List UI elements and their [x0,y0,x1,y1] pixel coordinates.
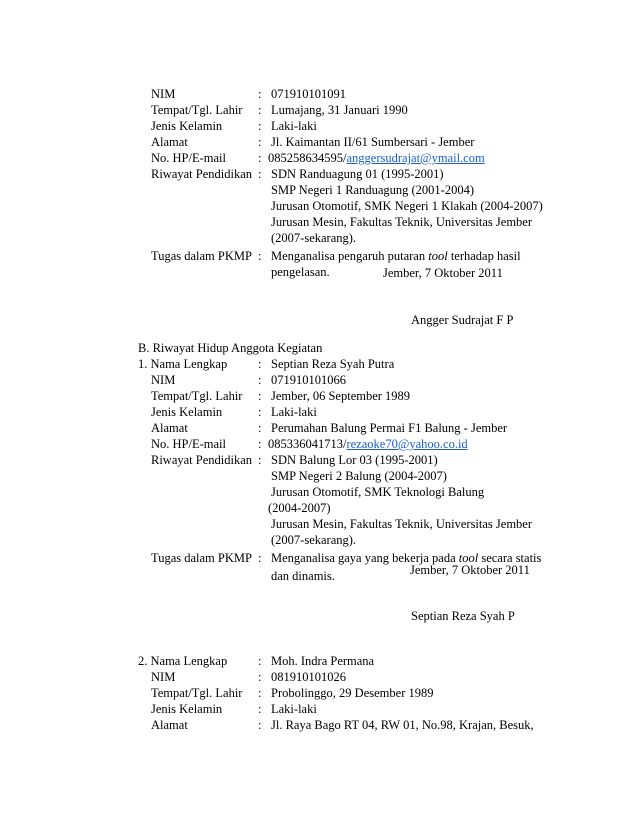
nim-value: 071910101066 [271,373,346,387]
colon: : [258,718,262,732]
rp-item: SMP Negeri 2 Balung (2004-2007) [271,469,447,483]
hp-value: 085336041713/ [268,437,347,451]
signature-name: Angger Sudrajat F P [411,313,514,327]
rp-item: Jurusan Mesin, Fakultas Teknik, Universitas Jember [271,215,533,229]
colon: : [258,389,262,403]
tugas-label: Tugas dalam PKMP [151,551,252,565]
email-link[interactable]: anggersudrajat@ymail.com [346,151,485,165]
tugas-italic: tool [428,249,448,263]
rp-item: (2007-sekarang). [271,231,357,245]
jk-value: Laki-laki [271,702,317,716]
ttl-label: Tempat/Tgl. Lahir [151,103,243,117]
alamat-label: Alamat [151,718,188,732]
tugas-line-2: pengelasan. [271,265,330,279]
colon: : [258,670,262,684]
jk-value: Laki-laki [271,405,317,419]
nim-label: NIM [151,670,176,684]
rp-item: SMP Negeri 1 Randuagung (2001-2004) [271,183,474,197]
nama-label: 2. Nama Lengkap [138,654,228,668]
rp-item: Jurusan Otomotif, SMK Teknologi Balung [271,485,485,499]
colon: : [258,119,262,133]
colon: : [258,373,262,387]
tugas-text: Menganalisa gaya yang bekerja pada [271,551,459,565]
jk-label: Jenis Kelamin [151,405,223,419]
colon: : [258,405,262,419]
colon: : [258,167,262,181]
jk-label: Jenis Kelamin [151,702,223,716]
alamat-value: Perumahan Balung Permai F1 Balung - Jember [271,421,508,435]
alamat-value: Jl. Raya Bago RT 04, RW 01, No.98, Krajan, Besuk, [271,718,534,732]
colon: : [258,87,262,101]
hp-email-value [268,436,468,452]
rp-item: (2007-sekarang). [271,533,357,547]
hp-label: No. HP/E-mail [151,437,226,451]
tugas-text: Menganalisa pengaruh putaran [271,249,429,263]
colon: : [258,421,262,435]
hp-label: No. HP/E-mail [151,151,226,165]
alamat-label: Alamat [151,421,188,435]
nim-label: NIM [151,373,176,387]
signature-name: Septian Reza Syah P [411,609,515,623]
rp-label: Riwayat Pendidikan [151,167,253,181]
hp-email-value [268,150,485,166]
ttl-label: Tempat/Tgl. Lahir [151,686,243,700]
jk-value: Laki-laki [271,119,317,133]
tugas-italic: tool [458,551,479,565]
colon: : [258,357,262,371]
nama-label: 1. Nama Lengkap [138,357,228,371]
nama-value: Septian Reza Syah Putra [271,357,395,371]
nim-value: 081910101026 [271,670,346,684]
hp-value: 085258634595/ [268,151,347,165]
nim-value: 071910101091 [271,87,346,101]
colon: : [258,654,262,668]
tugas-text: secara statis [478,551,542,565]
rp-label: Riwayat Pendidikan [151,453,253,467]
ttl-value: Probolinggo, 29 Desember 1989 [271,686,434,700]
nim-label: NIM [151,87,176,101]
colon: : [258,151,262,165]
colon: : [258,103,262,117]
alamat-value: Jl. Kaimantan II/61 Sumbersari - Jember [271,135,475,149]
colon: : [258,135,262,149]
colon: : [258,702,262,716]
ttl-value: Lumajang, 31 Januari 1990 [271,103,408,117]
ttl-label: Tempat/Tgl. Lahir [151,389,243,403]
rp-item: SDN Balung Lor 03 (1995-2001) [271,453,438,467]
rp-item: SDN Randuagung 01 (1995-2001) [271,167,444,181]
email-link[interactable]: rezaoke70@yahoo.co.id [346,437,468,451]
rp-item: Jurusan Otomotif, SMK Negeri 1 Klakah (2004-2007) [271,199,543,213]
colon: : [258,249,262,263]
tugas-text: terhadap hasil [447,249,521,263]
tugas-label: Tugas dalam PKMP [151,249,252,263]
colon: : [258,453,262,467]
colon: : [258,551,262,565]
rp-item: (2004-2007) [268,501,331,515]
rp-item: Jurusan Mesin, Fakultas Teknik, Universitas Jember [271,517,533,531]
jk-label: Jenis Kelamin [151,119,223,133]
tugas-line-1 [271,248,521,264]
place-date: Jember, 7 Oktober 2011 [383,266,503,280]
alamat-label: Alamat [151,135,188,149]
section-heading: B. Riwayat Hidup Anggota Kegiatan [138,341,323,355]
ttl-value: Jember, 06 September 1989 [271,389,411,403]
nama-value: Moh. Indra Permana [271,654,375,668]
colon: : [258,686,262,700]
colon: : [258,437,262,451]
tugas-line-2: dan dinamis. [271,569,335,583]
place-date: Jember, 7 Oktober 2011 [410,563,530,577]
